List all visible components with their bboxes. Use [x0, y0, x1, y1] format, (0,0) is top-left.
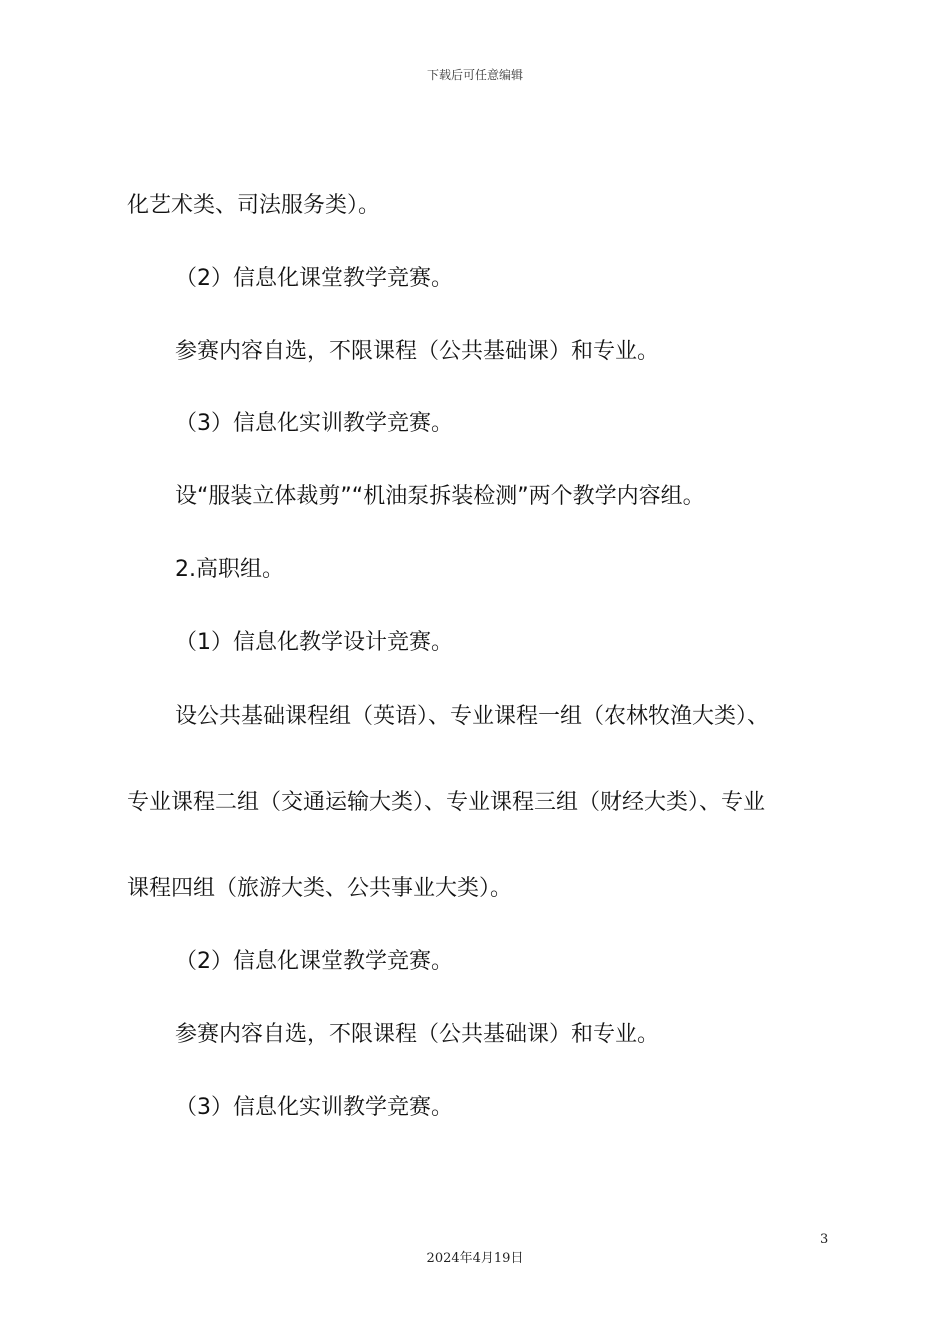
body-line: 设“服装立体裁剪”“机油泵拆装检测”两个教学内容组。 [175, 484, 705, 509]
page-header: 下载后可任意编辑 [426, 68, 523, 82]
body-line: 化艺术类、司法服务类）。 [127, 193, 381, 218]
body-line: 参赛内容自选，不限课程（公共基础课）和专业。 [175, 1022, 660, 1047]
body-line: （2）信息化课堂教学竞赛。 [175, 949, 453, 974]
body-line: （3）信息化实训教学竞赛。 [175, 411, 453, 436]
footer-date: 2024年4月19日 [426, 1251, 524, 1266]
body-line: （1）信息化教学设计竞赛。 [175, 630, 453, 655]
body-line: 设公共基础课程组（英语）、专业课程一组（农林牧渔大类）、 [175, 704, 770, 729]
page-number: 3 [820, 1232, 829, 1247]
body-line: 课程四组（旅游大类、公共事业大类）。 [127, 876, 513, 901]
body-line: 参赛内容自选，不限课程（公共基础课）和专业。 [175, 339, 660, 364]
body-line: 2.高职组。 [175, 557, 284, 582]
body-line: （3）信息化实训教学竞赛。 [175, 1095, 453, 1120]
body-line: （2）信息化课堂教学竞赛。 [175, 266, 453, 291]
body-line: 专业课程二组（交通运输大类）、专业课程三组（财经大类）、专业 [127, 790, 766, 815]
